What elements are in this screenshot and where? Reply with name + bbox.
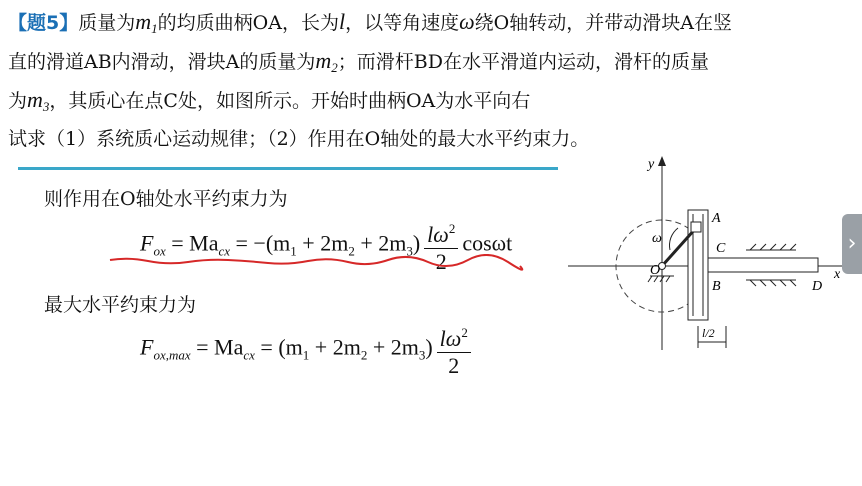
num-sup: 2 xyxy=(461,325,468,340)
guide-top-hatch xyxy=(750,244,796,250)
eq-text: cosωt xyxy=(462,230,513,256)
problem-line-1 xyxy=(8,6,848,45)
var-m3: m xyxy=(27,87,43,112)
eq-sub: 2 xyxy=(360,347,368,363)
problem-line-3 xyxy=(8,84,848,123)
text: 的均质曲柄OA，长为 xyxy=(157,12,339,34)
num-sup: 2 xyxy=(448,221,456,236)
problem-tag: 【题5】 xyxy=(8,12,79,34)
equation-2 xyxy=(140,320,475,379)
sub-3: 3 xyxy=(42,99,50,114)
eq-text: + 2m xyxy=(296,230,349,256)
eq-text: + 2m xyxy=(367,334,419,360)
sub-1: 1 xyxy=(151,21,158,36)
eq-text: ) xyxy=(425,334,433,360)
frac-num xyxy=(424,216,458,249)
eq-sub: 3 xyxy=(406,243,413,259)
eq-sub: ox,max xyxy=(153,347,191,363)
eq-text: = Ma xyxy=(190,334,244,360)
red-underline-annotation xyxy=(108,254,528,272)
label-d: D xyxy=(812,279,823,294)
problem-line-4: 试求（1）系统质心运动规律；（2）作用在O轴处的最大水平约束力。 xyxy=(8,128,590,150)
frac-den: 2 xyxy=(448,353,460,378)
text: ，以等角速度 xyxy=(345,12,460,34)
omega-arc xyxy=(670,228,678,250)
solution-heading-1: 则作用在O轴处水平约束力为 xyxy=(44,188,288,210)
eq-text: ) xyxy=(412,230,421,256)
var-l: l xyxy=(338,9,346,34)
label-a: A xyxy=(712,211,721,226)
var-m1: m xyxy=(135,9,152,34)
eq-text: + 2m xyxy=(309,334,361,360)
eq-sub: 3 xyxy=(418,347,426,363)
text: 直的滑道AB内滑动，滑块A的质量为 xyxy=(8,51,316,73)
next-arrow-button[interactable]: › xyxy=(842,214,862,274)
y-axis-arrow xyxy=(658,156,666,166)
var-omega: ω xyxy=(459,9,475,34)
guide-bottom-hatch xyxy=(750,280,796,286)
eq-sub: 2 xyxy=(348,243,355,259)
text: ，其质心在点C处，如图所示。开始时曲柄OA为水平向右 xyxy=(49,90,531,112)
sub-2: 2 xyxy=(331,60,338,75)
eq-fraction xyxy=(437,320,471,379)
var-m2: m xyxy=(315,48,332,73)
section-divider xyxy=(18,167,558,170)
eq-sub: 1 xyxy=(290,243,297,259)
frac-den: 2 xyxy=(435,249,447,274)
label-b: B xyxy=(712,279,721,294)
eq-sub: cx xyxy=(243,347,255,363)
omega-label: ω xyxy=(652,231,662,246)
y-axis-label: y xyxy=(648,157,655,172)
mechanism-figure xyxy=(566,150,846,360)
eq-sub: ox xyxy=(153,243,166,259)
solution-heading-2: 最大水平约束力为 xyxy=(44,294,197,316)
num-text: lω xyxy=(439,326,462,351)
label-c: C xyxy=(716,241,726,256)
eq-text: = −(m xyxy=(230,230,291,256)
frac-num xyxy=(437,320,471,353)
problem-statement xyxy=(8,6,848,155)
rod-bd xyxy=(708,258,818,272)
eq-symbol: F xyxy=(140,334,154,360)
eq-sub: cx xyxy=(218,243,231,259)
eq-text: + 2m xyxy=(354,230,407,256)
num-text: lω xyxy=(427,222,449,247)
slider-a xyxy=(691,222,701,232)
dim-label: l/2 xyxy=(702,326,715,340)
text: ；而滑杆BD在水平滑道内运动，滑杆的质量 xyxy=(337,51,709,73)
text: 绕O轴转动，并带动滑块A在竖 xyxy=(474,12,732,34)
eq-text: = (m xyxy=(254,334,303,360)
problem-line-2 xyxy=(8,45,848,84)
label-o: O xyxy=(650,263,661,278)
text: 质量为 xyxy=(78,12,136,34)
eq-symbol: F xyxy=(140,230,154,256)
text: 为 xyxy=(8,90,28,112)
x-axis-label: x xyxy=(834,267,841,282)
eq-sub: 1 xyxy=(302,347,310,363)
eq-text: = Ma xyxy=(165,230,219,256)
